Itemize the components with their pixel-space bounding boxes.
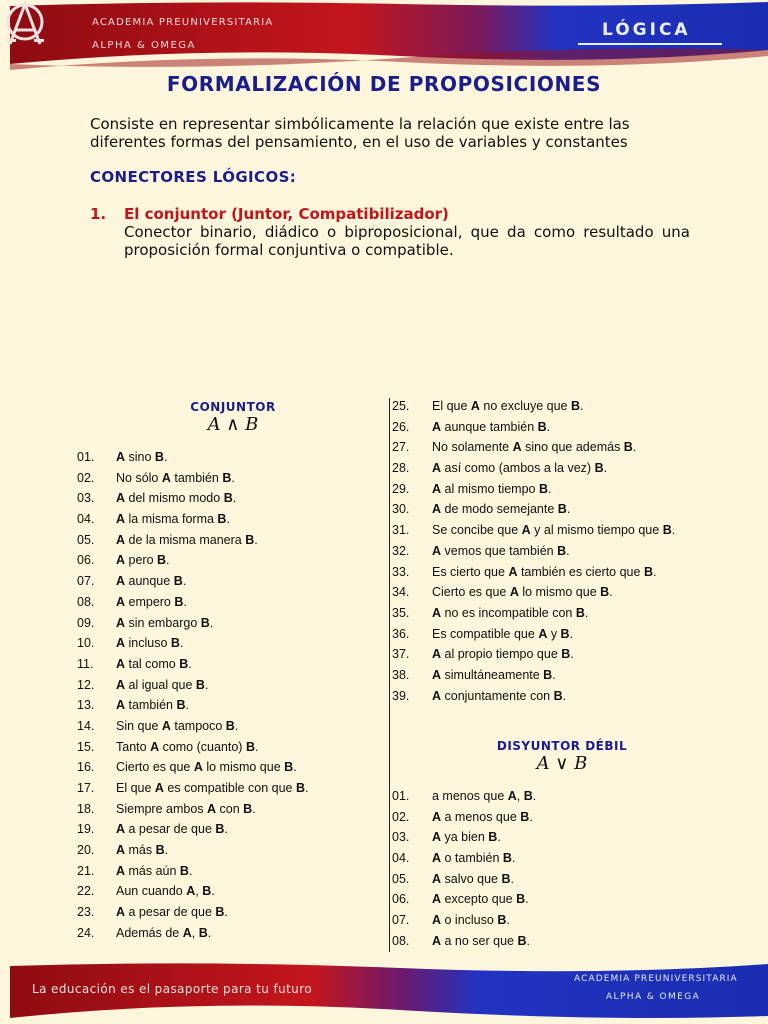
conjuntor-item-number: 37. <box>392 647 410 662</box>
conjuntor-item-number: 17. <box>77 781 95 795</box>
conjuntor-item-text: A más aún B. <box>116 863 193 878</box>
conjuntor-item-text: Siempre ambos A con B. <box>116 801 256 816</box>
conjuntor-item-text: A sino B. <box>116 450 168 464</box>
header-divider <box>578 43 722 45</box>
conjuntor-item <box>77 509 377 530</box>
conjuntor-item <box>392 417 762 438</box>
conjuntor-item-number: 23. <box>77 905 95 920</box>
conjuntor-item <box>77 488 377 509</box>
conjuntor-item-text: A la misma forma B. <box>116 512 230 527</box>
conjuntor-item-text: Cierto es que A lo mismo que B. <box>116 760 297 775</box>
disyuntor-formula: A ∨ B <box>536 753 588 774</box>
conjuntor-item-number: 38. <box>392 667 410 682</box>
disyuntor-item <box>392 931 762 952</box>
conjuntor-item-number: 28. <box>392 461 410 476</box>
conjuntor-item-text: A al mismo tiempo B. <box>432 481 552 496</box>
conjuntor-item-text: El que A no excluye que B. <box>432 399 584 413</box>
intro-paragraph: Consiste en representar simbólicamente la relación que existe entre las diferentes formas del pensamiento, en el uso de variables y constantes <box>90 115 630 151</box>
conjuntor-item <box>77 592 377 613</box>
conjuntor-item-number: 31. <box>392 523 410 538</box>
conjuntor-item <box>392 499 762 520</box>
conjuntor-item <box>77 778 377 799</box>
conjuntor-item-number: 10. <box>77 636 95 651</box>
conjuntor-item-number: 29. <box>392 481 410 496</box>
conjuntor-item-text: A aunque también B. <box>432 419 551 434</box>
conjuntor-item-text: A vemos que también B. <box>432 543 570 558</box>
header-band <box>0 0 768 72</box>
conjuntor-item-text: No sólo A también B. <box>116 470 235 485</box>
disyuntor-item <box>392 807 762 828</box>
item-description: Conector binario, diádico o biproposicional, que da como resultado una proposición formal conjuntiva o compatible. <box>124 223 690 259</box>
column-divider <box>389 398 390 952</box>
conjuntor-item-text: A de la misma manera B. <box>116 532 258 547</box>
conjuntor-item-text: Se concibe que A y al mismo tiempo que B. <box>432 523 676 538</box>
conjuntor-item <box>77 840 377 861</box>
conjuntor-item-number: 33. <box>392 564 410 579</box>
conjuntor-item <box>77 757 377 778</box>
conjuntor-item-number: 12. <box>77 677 95 692</box>
conjuntor-item-text: No solamente A sino que además B. <box>432 440 637 455</box>
conjuntor-item <box>77 819 377 840</box>
conjuntor-item <box>77 881 377 902</box>
conjuntor-item <box>392 458 762 479</box>
disyuntor-item-text: A excepto que B. <box>432 892 529 907</box>
conjuntor-item <box>392 437 762 458</box>
conjuntor-item-text: A conjuntamente con B. <box>432 688 567 703</box>
conjuntor-item-text: A tal como B. <box>116 656 192 671</box>
conjuntor-list-left <box>77 447 377 944</box>
conjuntor-item <box>392 644 762 665</box>
item-title: El conjuntor (Juntor, Compatibilizador) <box>124 205 449 223</box>
conjuntor-item <box>392 520 762 541</box>
conjuntor-item <box>77 716 377 737</box>
conjuntor-item-text: A del mismo modo B. <box>116 491 237 506</box>
conjuntor-item-number: 14. <box>77 718 95 733</box>
conjuntor-item-number: 18. <box>77 801 95 816</box>
conjuntor-item <box>77 675 377 696</box>
conjuntor-item <box>392 541 762 562</box>
conjuntor-item-number: 07. <box>77 574 95 589</box>
conjuntor-item-text: A así como (ambos a la vez) B. <box>432 461 608 476</box>
conjuntor-item <box>77 923 377 944</box>
conjuntor-item-text: A también B. <box>116 698 189 713</box>
conjuntor-item <box>392 665 762 686</box>
conjuntor-item <box>77 530 377 551</box>
conjuntor-item-number: 36. <box>392 626 410 641</box>
disyuntor-item-number: 04. <box>392 851 410 866</box>
disyuntor-item <box>392 786 762 807</box>
conjuntor-item-number: 11. <box>77 656 94 671</box>
conjuntor-item-number: 04. <box>77 512 95 527</box>
disyuntor-item-text: A o incluso B. <box>432 913 510 928</box>
disyuntor-item-number: 07. <box>392 913 410 928</box>
conjuntor-list-right <box>392 396 762 706</box>
conjuntor-item <box>392 396 762 417</box>
header-subject: LÓGICA <box>602 20 691 40</box>
footer-academy-sub: ALPHA & OMEGA <box>606 992 701 1002</box>
conjuntor-item-text: Sin que A tampoco B. <box>116 718 239 733</box>
conjuntor-item-text: A a pesar de que B. <box>116 822 228 837</box>
conjuntor-item-number: 02. <box>77 470 95 485</box>
conjuntor-item-text: Es cierto que A también es cierto que B. <box>432 564 657 579</box>
conjuntor-item-number: 20. <box>77 843 95 858</box>
conjuntor-item <box>392 562 762 583</box>
disyuntor-list <box>392 786 762 952</box>
footer-slogan: La educación es el pasaporte para tu futuro <box>32 982 313 996</box>
conjuntor-item <box>77 861 377 882</box>
conjuntor-heading: CONJUNTOR <box>190 400 276 414</box>
conjuntor-item-number: 09. <box>77 615 95 630</box>
conjuntor-item-text: El que A es compatible con que B. <box>116 781 309 795</box>
conjuntor-item <box>392 603 762 624</box>
conjuntor-item <box>392 479 762 500</box>
conjuntor-item-number: 34. <box>392 585 410 600</box>
conjuntor-item-text: A incluso B. <box>116 636 184 651</box>
conjuntor-item-number: 19. <box>77 822 95 837</box>
footer-academy-name: ACADEMIA PREUNIVERSITARIA <box>574 974 738 984</box>
disyuntor-item-text: A a menos que B. <box>432 809 533 824</box>
conjuntor-item-number: 22. <box>77 884 95 899</box>
conjuntor-item-text: A sin embargo B. <box>116 615 214 630</box>
conjuntor-item <box>77 695 377 716</box>
conjuntor-item-number: 30. <box>392 502 410 517</box>
conjuntor-item <box>77 799 377 820</box>
conjuntor-item-text: A no es incompatible con B. <box>432 605 589 620</box>
conjuntor-item-text: A de modo semejante B. <box>432 502 571 517</box>
conjuntor-item <box>77 571 377 592</box>
disyuntor-item-text: A salvo que B. <box>432 871 515 886</box>
conjuntor-item <box>392 582 762 603</box>
disyuntor-item-number: 01. <box>392 789 410 803</box>
footer-band <box>0 958 768 1024</box>
conjuntor-item-text: Tanto A como (cuanto) B. <box>116 739 259 754</box>
conjuntor-item <box>392 624 762 645</box>
conjuntor-item <box>77 654 377 675</box>
conjuntor-item <box>77 613 377 634</box>
disyuntor-item-text: A a no ser que B. <box>432 933 530 948</box>
disyuntor-item-number: 03. <box>392 830 410 845</box>
conjuntor-item <box>77 447 377 468</box>
conjuntor-item <box>77 737 377 758</box>
conjuntor-item-text: Además de A, B. <box>116 925 212 940</box>
conjuntor-item-number: 05. <box>77 532 95 547</box>
conjuntor-item-text: A simultáneamente B. <box>432 667 556 682</box>
conjuntor-item-number: 15. <box>77 739 95 754</box>
conjuntor-item-number: 39. <box>392 688 410 703</box>
disyuntor-item-number: 06. <box>392 892 410 907</box>
conjuntor-item-text: A al igual que B. <box>116 677 209 692</box>
conjuntor-item-text: A aunque B. <box>116 574 187 589</box>
conjuntor-item-number: 32. <box>392 543 410 558</box>
conjuntor-item <box>77 550 377 571</box>
header-academy-sub: ALPHA & OMEGA <box>92 40 196 51</box>
section-title: CONECTORES LÓGICOS: <box>90 168 297 186</box>
conjuntor-item-number: 25. <box>392 399 410 413</box>
conjuntor-item-text: A a pesar de que B. <box>116 905 228 920</box>
conjuntor-item-number: 24. <box>77 925 95 940</box>
conjuntor-item-text: A más B. <box>116 843 169 858</box>
conjuntor-item <box>77 633 377 654</box>
conjuntor-item <box>77 902 377 923</box>
disyuntor-item-text: A o también B. <box>432 851 516 866</box>
conjuntor-item <box>77 468 377 489</box>
disyuntor-item-text: a menos que A, B. <box>432 789 537 803</box>
conjuntor-item-text: A al propio tiempo que B. <box>432 647 574 662</box>
conjuntor-item-number: 01. <box>77 450 95 464</box>
conjuntor-item-number: 27. <box>392 440 410 455</box>
disyuntor-item-number: 05. <box>392 871 410 886</box>
disyuntor-item <box>392 848 762 869</box>
conjuntor-item <box>392 686 762 707</box>
conjuntor-item-text: Aun cuando A, B. <box>116 884 215 899</box>
disyuntor-item-text: A ya bien B. <box>432 830 501 845</box>
disyuntor-item <box>392 869 762 890</box>
conjuntor-item-text: Cierto es que A lo mismo que B. <box>432 585 613 600</box>
conjuntor-item-number: 35. <box>392 605 410 620</box>
header-academy-name: ACADEMIA PREUNIVERSITARIA <box>92 17 274 28</box>
disyuntor-item-number: 08. <box>392 933 410 948</box>
conjuntor-item-number: 06. <box>77 553 95 568</box>
conjuntor-item-number: 08. <box>77 594 95 609</box>
disyuntor-heading: DISYUNTOR DÉBIL <box>496 739 628 753</box>
conjuntor-item-text: A pero B. <box>116 553 170 568</box>
conjuntor-item-text: A empero B. <box>116 594 187 609</box>
disyuntor-item <box>392 910 762 931</box>
disyuntor-item <box>392 889 762 910</box>
disyuntor-item-number: 02. <box>392 809 410 824</box>
conjuntor-item-text: Es compatible que A y B. <box>432 626 574 641</box>
conjuntor-item-number: 13. <box>77 698 95 713</box>
item-number: 1. <box>90 205 107 223</box>
conjuntor-item-number: 26. <box>392 419 410 434</box>
conjuntor-item-number: 16. <box>77 760 95 775</box>
page-title: FORMALIZACIÓN DE PROPOSICIONES <box>166 72 602 96</box>
disyuntor-item <box>392 827 762 848</box>
conjuntor-item-number: 21. <box>77 863 95 878</box>
conjuntor-item-number: 03. <box>77 491 95 506</box>
alpha-omega-logo-icon <box>0 0 50 48</box>
conjuntor-formula: A ∧ B <box>207 414 259 435</box>
